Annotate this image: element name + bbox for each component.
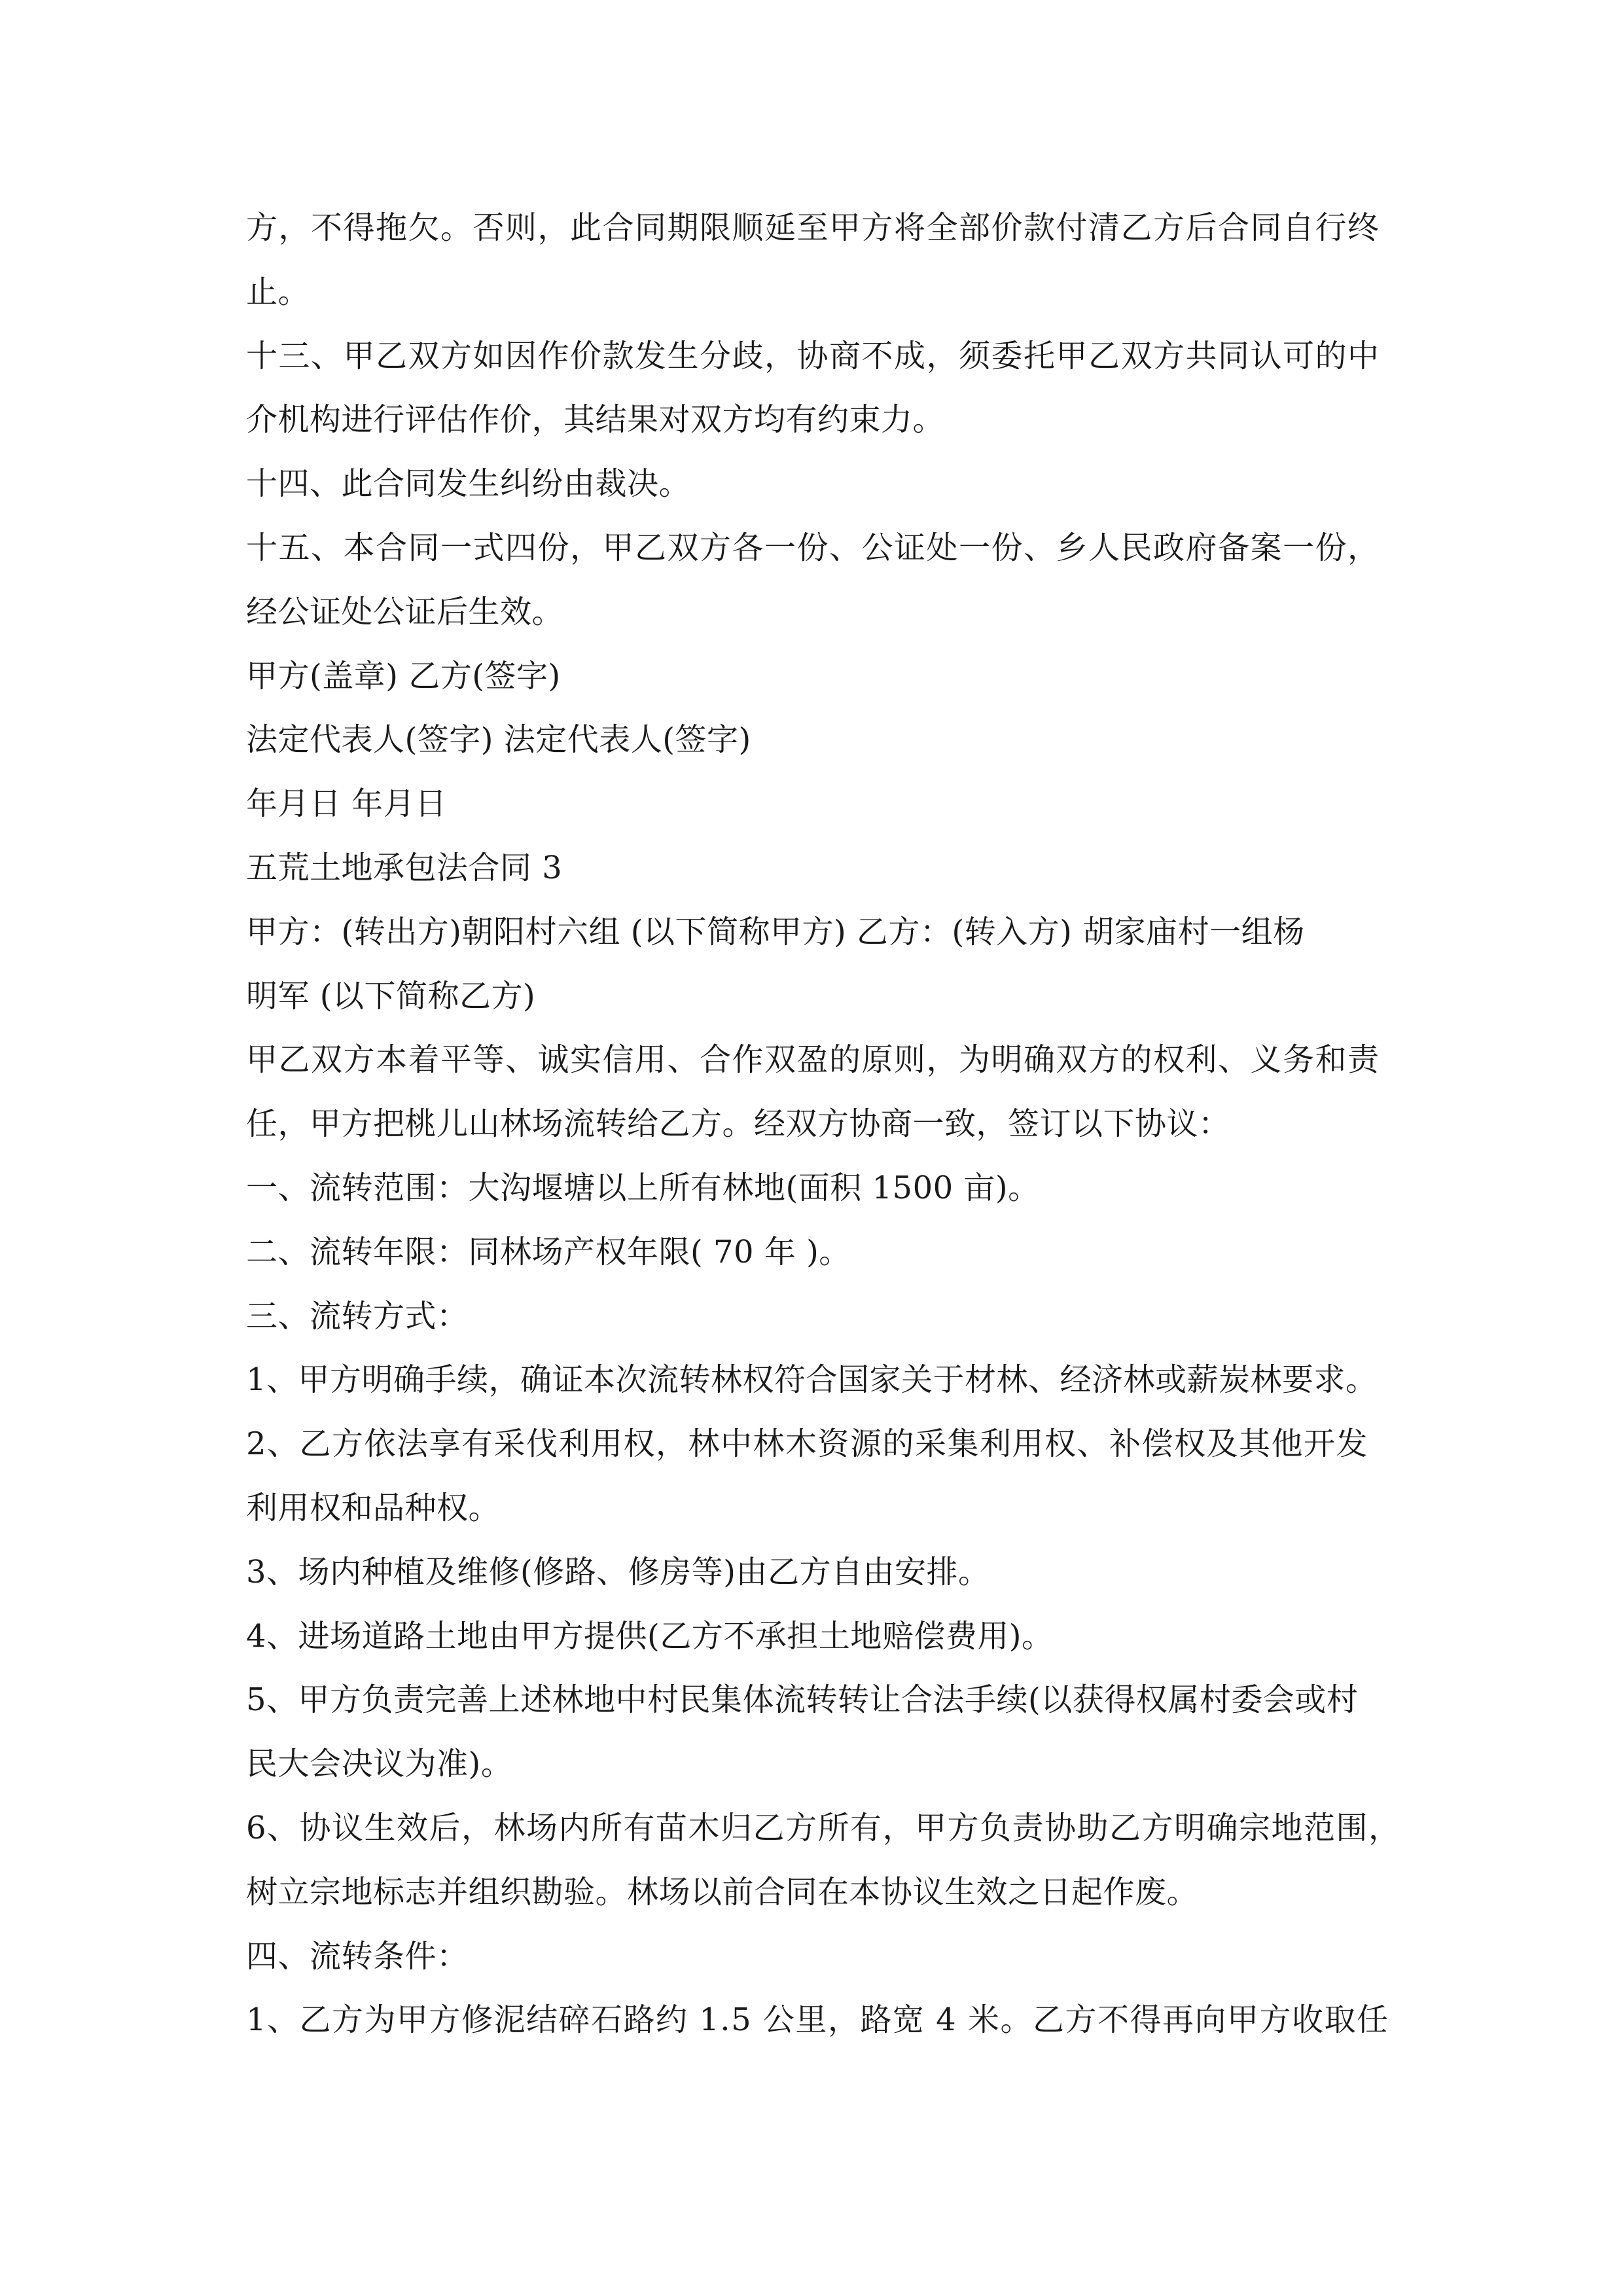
text-line: 法定代表人(签字) 法定代表人(签字) bbox=[246, 721, 751, 759]
section-heading: 五荒土地承包法合同 3 bbox=[246, 849, 563, 886]
text-line: 1、乙方为甲方修泥结碎石路约 1.5 公里，路宽 4 米。乙方不得再向甲方收取任 bbox=[246, 2001, 1389, 2039]
text-line: 民大会决议为准)。 bbox=[246, 1746, 513, 1783]
text-line: 甲方(盖章) 乙方(签字) bbox=[246, 657, 561, 694]
text-line: 明军 (以下简称乙方) bbox=[246, 977, 536, 1014]
document-body bbox=[246, 196, 1401, 2053]
text-line: 2、乙方依法享有采伐利用权，林中林木资源的采集利用权、补偿权及其他开发 bbox=[246, 1426, 1369, 1463]
text-line: 十三、甲乙双方如因作价款发生分歧，协商不成，须委托甲乙双方共同认可的中 bbox=[246, 337, 1380, 374]
text-line: 树立宗地标志并组织勘验。林场以前合同在本协议生效之日起作废。 bbox=[246, 1873, 1199, 1910]
text-line: 利用权和品种权。 bbox=[246, 1489, 501, 1526]
text-line: 经公证处公证后生效。 bbox=[246, 593, 564, 630]
text-line: 5、甲方负责完善上述林地中村民集体流转转让合法手续(以获得权属村委会或村 bbox=[246, 1681, 1359, 1719]
text-line: 二、流转年限：同林场产权年限( 70 年 )。 bbox=[246, 1233, 851, 1270]
text-line: 4、进场道路土地由甲方提供(乙方不承担土地赔偿费用)。 bbox=[246, 1617, 1054, 1655]
text-line: 6、协议生效后，林场内所有苗木归乙方所有，甲方负责协助乙方明确宗地范围， bbox=[246, 1809, 1401, 1846]
text-line: 十四、此合同发生纠纷由裁决。 bbox=[246, 465, 691, 503]
text-line: 十五、本合同一式四份，甲乙双方各一份、公证处一份、乡人民政府备案一份， bbox=[246, 529, 1380, 566]
text-line: 方，不得拖欠。否则，此合同期限顺延至甲方将全部价款付清乙方后合同自行终 bbox=[246, 209, 1380, 246]
text-line: 任，甲方把桃儿山林场流转给乙方。经双方协商一致，签订以下协议： bbox=[246, 1105, 1230, 1143]
text-line: 止。 bbox=[246, 273, 310, 310]
text-line: 一、流转范围：大沟堰塘以上所有林地(面积 1500 亩)。 bbox=[246, 1169, 1040, 1206]
text-line: 四、流转条件： bbox=[246, 1937, 469, 1975]
text-line: 3、场内种植及维修(修路、修房等)由乙方自由安排。 bbox=[246, 1553, 990, 1590]
text-line: 年月日 年月日 bbox=[246, 785, 447, 823]
text-line: 1、甲方明确手续，确证本次流转林权符合国家关于材林、经济林或薪炭林要求。 bbox=[246, 1361, 1378, 1399]
text-line: 甲方：(转出方)朝阳村六组 (以下简称甲方) 乙方：(转入方) 胡家庙村一组杨 bbox=[246, 913, 1305, 950]
text-line: 介机构进行评估作价，其结果对双方均有约束力。 bbox=[246, 401, 945, 439]
text-line: 三、流转方式： bbox=[246, 1297, 469, 1335]
text-line: 甲乙双方本着平等、诚实信用、合作双盈的原则，为明确双方的权利、义务和责 bbox=[246, 1041, 1380, 1079]
